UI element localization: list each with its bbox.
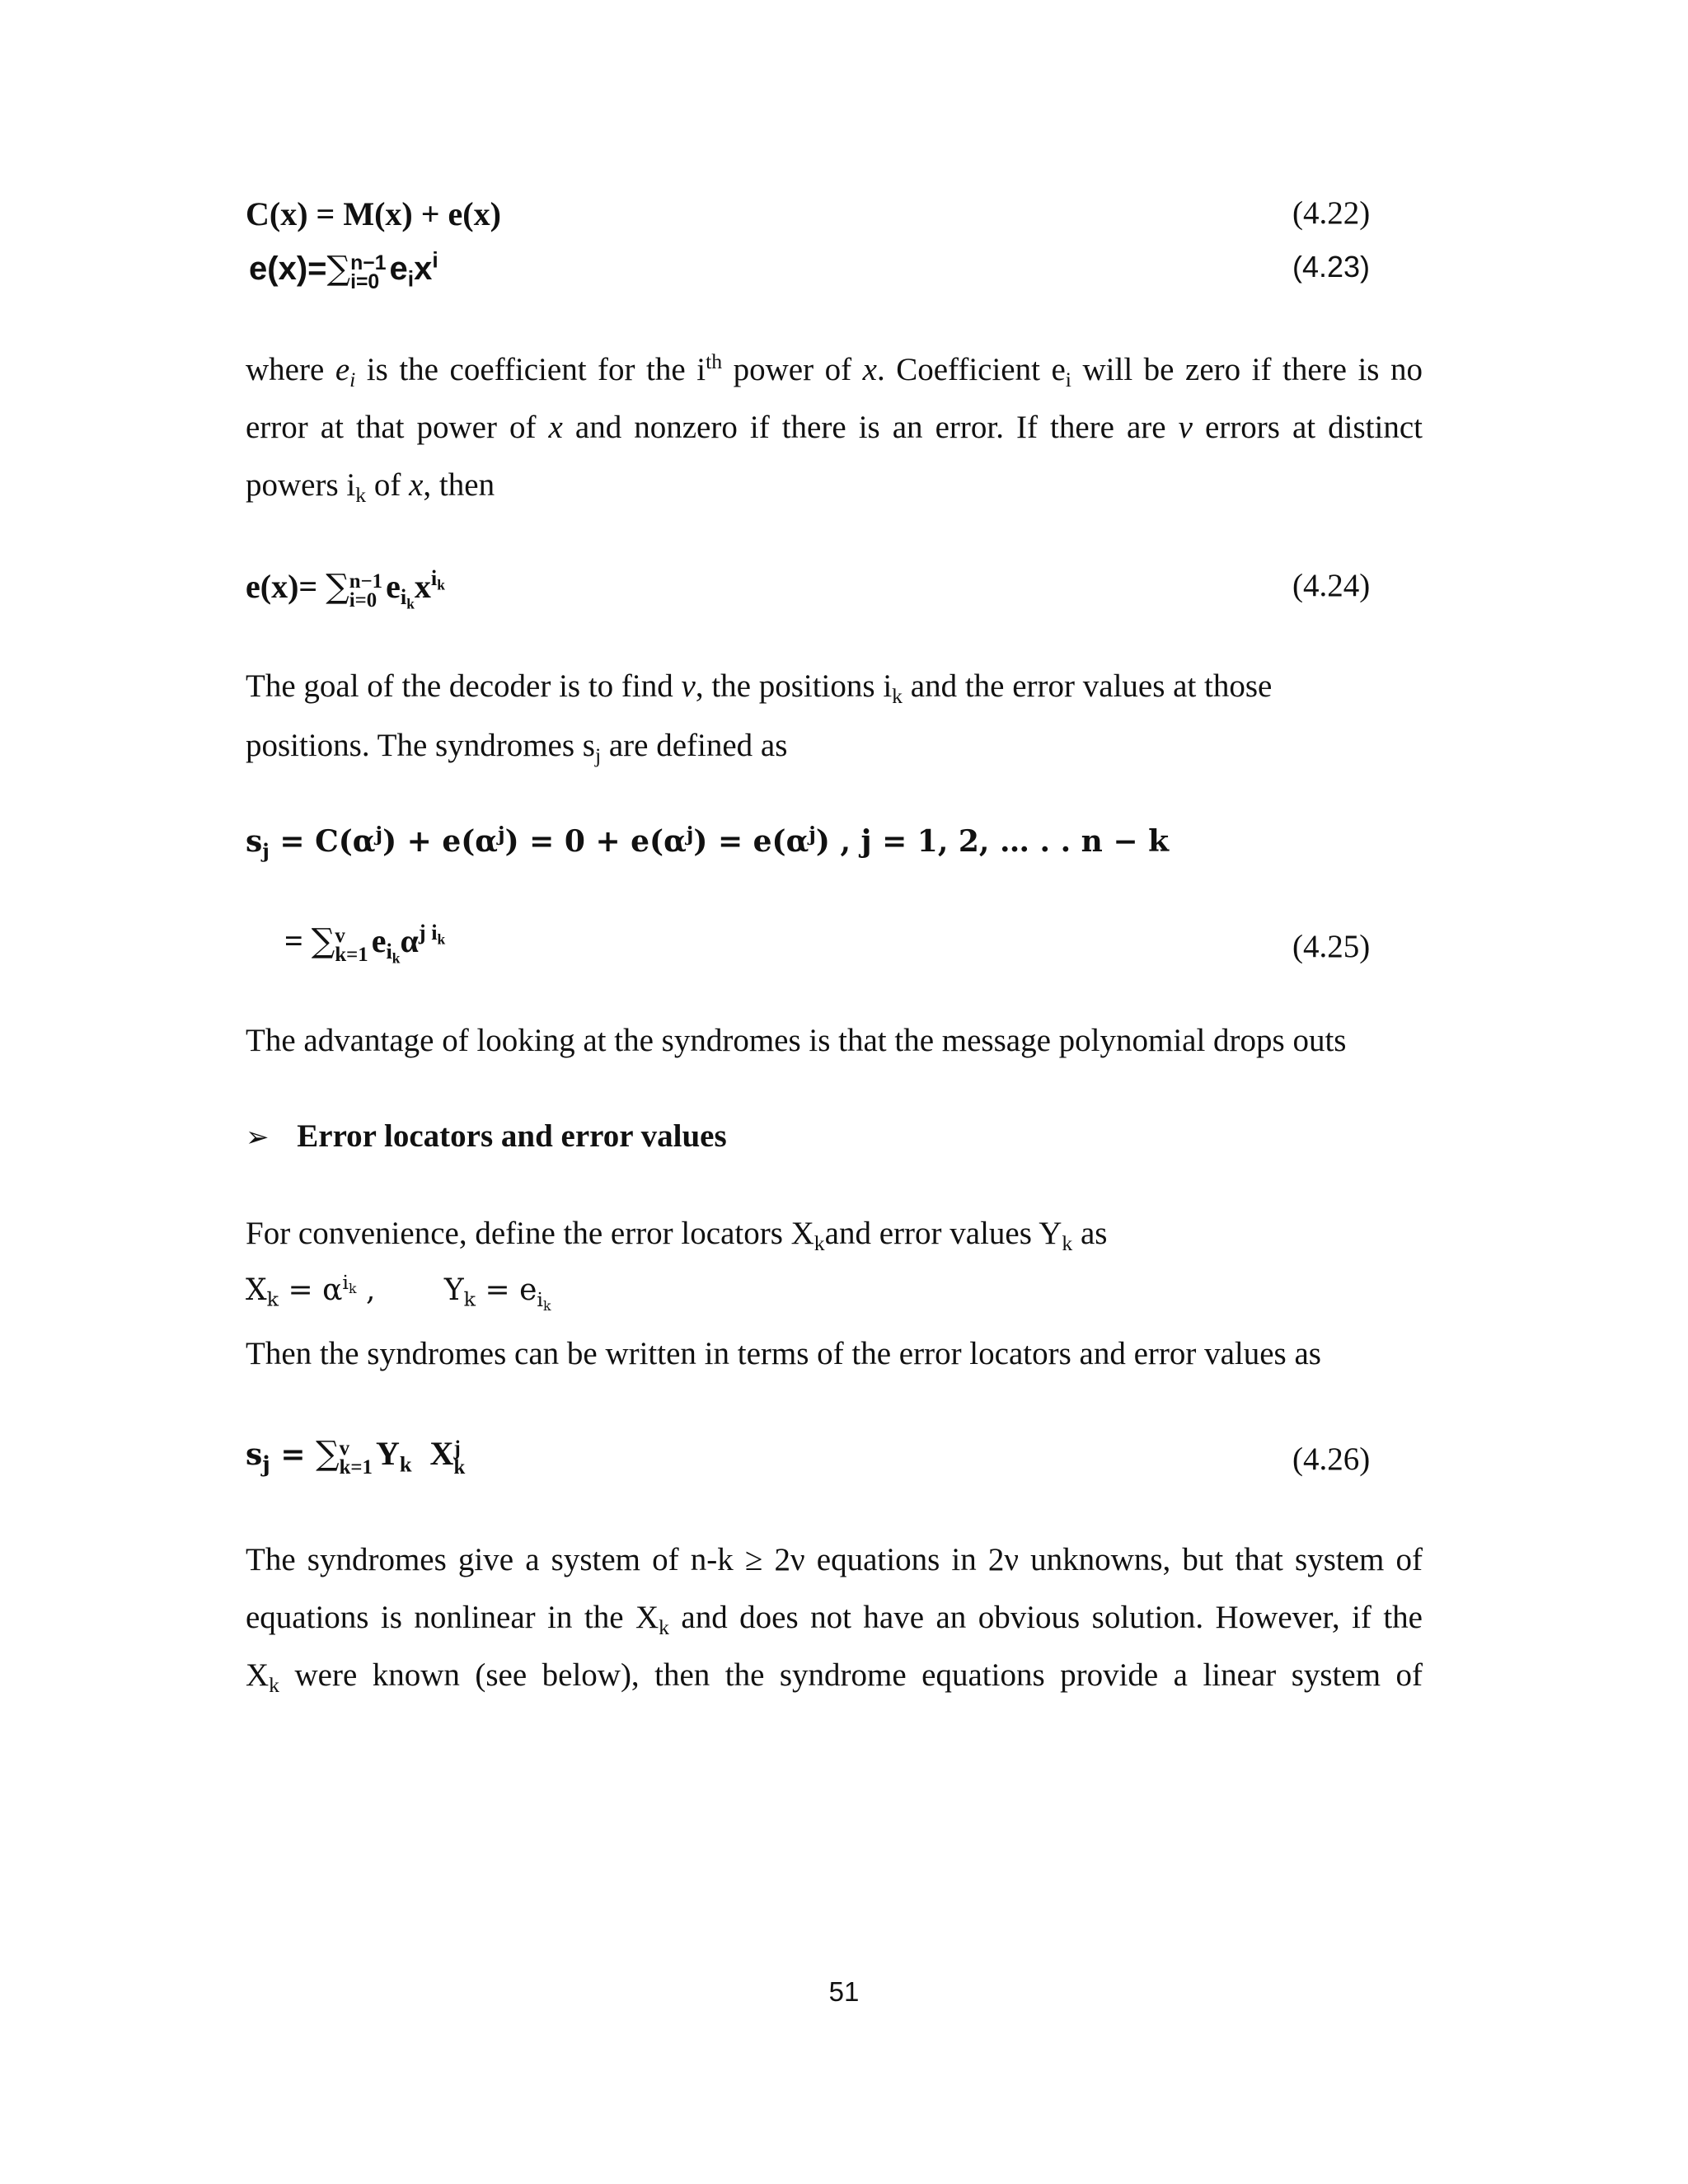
page-number: 51	[828, 1976, 860, 2007]
paragraph-1-line-2: error at that power of x and nonzero if there is an error. If there are v errors at distinct	[246, 410, 1423, 445]
equation-4-25-line-2: = ∑ v k=1 $e_{i_k}\alpha^{j i_k}$	[284, 920, 446, 967]
paragraph-2-line-1: The goal of the decoder is to find v, the positions $i_k$ and the error values at those	[246, 668, 1273, 709]
paragraph-5-line-2: equations is nonlinear in the $X_k$ and does not have an obvious solution. However, if the	[246, 1600, 1423, 1640]
equation-4-24: e(x)= ∑ n−1 i=0 $e_{i_k}x^{i_k}$	[246, 565, 445, 612]
paragraph-2-line-2: positions. The syndromes $s_j$ are defined as	[246, 728, 788, 768]
paragraph-3: The advantage of looking at the syndromes is that the message polynomial drops outs	[246, 1023, 1347, 1058]
equation-number-4-23: (4.23)	[1292, 250, 1371, 284]
equation-4-22: C(x) = M(x) + e(x)	[246, 195, 501, 232]
equation-4-23: e(x)=∑ n−1 i=0 $e_ix^i$	[249, 247, 438, 294]
equation-number-4-22: (4.22)	[1292, 195, 1371, 231]
paragraph-4-line-3: Then the syndromes can be written in terms of the error locators and error values as	[246, 1336, 1321, 1371]
equation-number-4-26: (4.26)	[1292, 1441, 1371, 1477]
paragraph-4-line-2: $X_k = \alpha^{i_k}$ , $Y_k = e_{i_k}$	[246, 1270, 551, 1314]
paragraph-5-line-1: The syndromes give a system of n-k ≥ 2ν equations in 2ν unknowns, but that system of	[246, 1542, 1423, 1577]
equation-number-4-24: (4.24)	[1292, 568, 1371, 603]
equation-4-26: $s_j$ = ∑ v k=1 $Y_k$ X j k	[246, 1435, 466, 1479]
arrow-bullet-icon: ➢	[246, 1121, 270, 1154]
paragraph-5-line-3: $X_k$ were known (see below), then the syndrome equations provide a linear system of	[246, 1657, 1423, 1698]
paragraph-1-line-1: where $e_i$ is the coefficient for the $i^{th}$ power of x. Coefficient $e_i$ will be zero if there is no	[246, 349, 1423, 392]
paragraph-1-line-3: powers $i_k$ of x, then	[246, 467, 495, 508]
section-heading: ➢ Error locators and error values	[246, 1118, 727, 1154]
equation-number-4-25: (4.25)	[1292, 929, 1371, 964]
equation-4-25-line-1: $s_j = C(\alpha^j) + e(\alpha^j) = 0 + e(\alpha^j) = e(\alpha^j)$ , j = 1, 2, … . . n − k	[246, 822, 1170, 863]
paragraph-4-line-1: For convenience, define the error locators $X_kand$ error values $Y_k$ as	[246, 1216, 1108, 1256]
